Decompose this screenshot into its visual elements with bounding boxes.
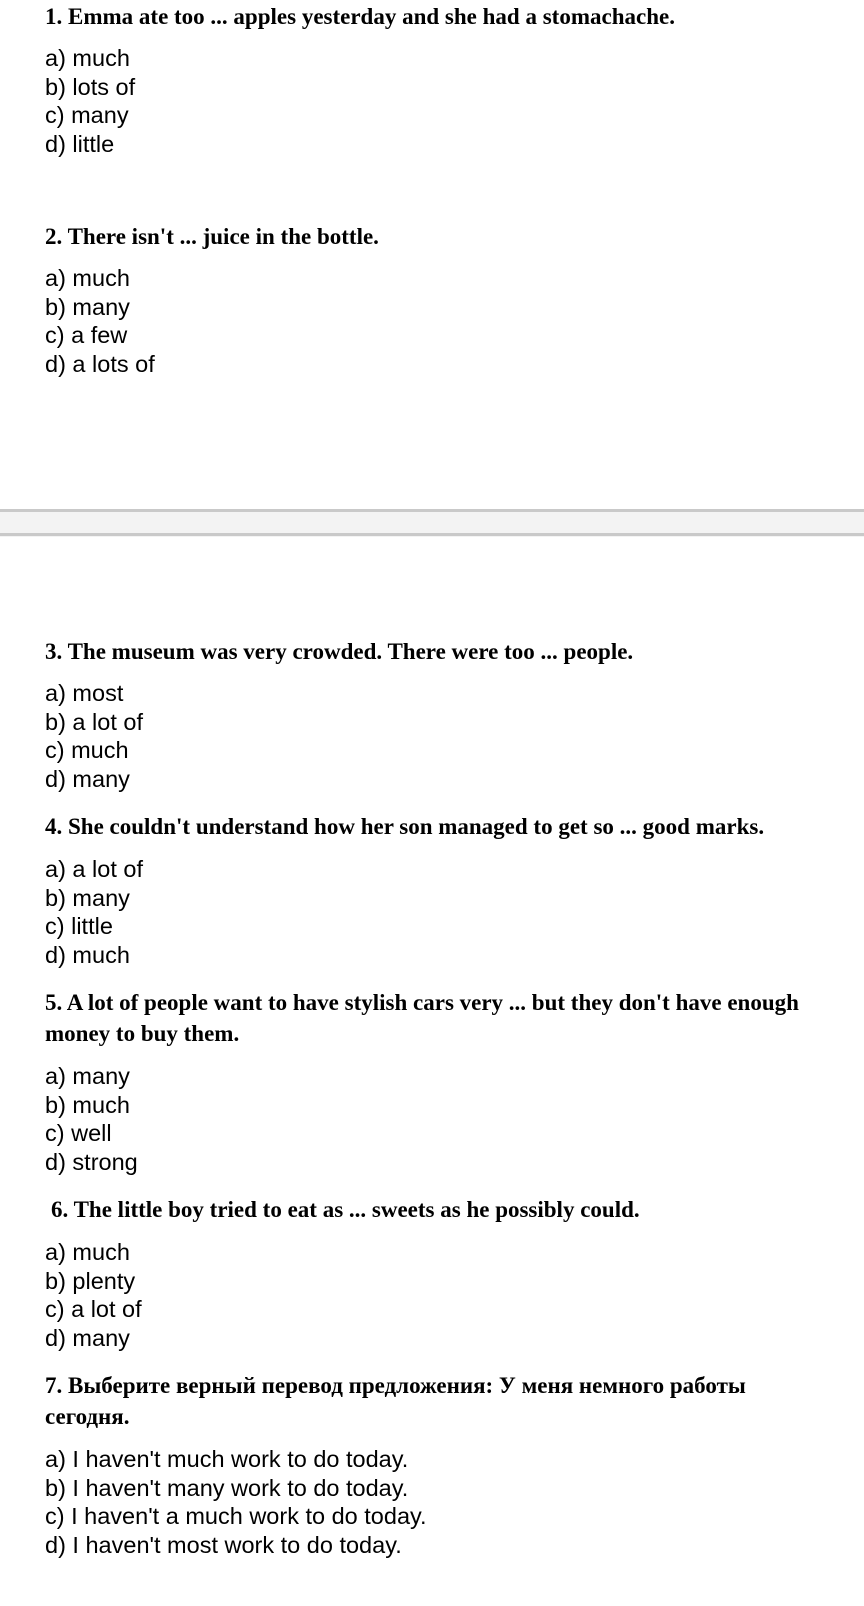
- question-6-text: 6. The little boy tried to eat as ... sweets as he possibly could.: [51, 1197, 640, 1222]
- question-6-option-a: a) much: [45, 1239, 130, 1265]
- question-4-option-a: a) a lot of: [45, 856, 143, 882]
- question-2-text: 2. There isn't ... juice in the bottle.: [45, 224, 379, 249]
- question-4-option-d: d) much: [45, 941, 130, 968]
- question-4-option-b: b) many: [45, 884, 130, 911]
- question-2-option-a: a) much: [45, 265, 130, 291]
- question-5-text-line-1: 5. A lot of people want to have stylish cars very ... but they don't have enough: [45, 990, 799, 1015]
- question-4-options: [45, 855, 143, 969]
- question-3-option-d: d) many: [45, 765, 130, 792]
- question-2-option-d: d) a lots of: [45, 350, 155, 377]
- question-3-text: 3. The museum was very crowded. There were too ... people.: [45, 639, 634, 664]
- question-7-option-a: a) I haven't much work to do today.: [45, 1446, 409, 1472]
- question-5-option-c: c) well: [45, 1120, 112, 1146]
- question-1-option-d: d) little: [45, 130, 115, 157]
- question-7-text-line-2: сегодня.: [45, 1404, 130, 1429]
- question-6-option-c: c) a lot of: [45, 1296, 142, 1322]
- question-7-option-d: d) I haven't most work to do today.: [45, 1531, 402, 1558]
- page-divider-top-line: [0, 509, 864, 512]
- question-5-option-b: b) much: [45, 1091, 130, 1118]
- question-7-text-line-1: 7. Выберите верный перевод предложения: У меня немного работы: [45, 1373, 746, 1398]
- question-1-option-c: c) many: [45, 102, 129, 128]
- question-4-option-c: c) little: [45, 913, 113, 939]
- question-6-option-b: b) plenty: [45, 1267, 136, 1294]
- question-7-options: [45, 1445, 427, 1559]
- question-3-option-a: a) most: [45, 680, 124, 706]
- question-3-option-c: c) much: [45, 737, 129, 763]
- question-6-option-d: d) many: [45, 1324, 130, 1351]
- page-divider-bottom-line: [0, 533, 864, 536]
- question-5-option-d: d) strong: [45, 1148, 138, 1175]
- question-2-options: [45, 264, 155, 378]
- question-3-option-b: b) a lot of: [45, 708, 143, 735]
- question-5-options: [45, 1062, 138, 1176]
- question-1-option-b: b) lots of: [45, 73, 136, 100]
- question-5-option-a: a) many: [45, 1063, 130, 1089]
- question-2-option-b: b) many: [45, 293, 130, 320]
- question-1-text: 1. Emma ate too ... apples yesterday and she had a stomachache.: [45, 4, 675, 29]
- question-1-options: [45, 44, 135, 158]
- question-7-option-b: b) I haven't many work to do today.: [45, 1474, 409, 1501]
- page-divider: [0, 509, 864, 537]
- question-5-text-line-2: money to buy them.: [45, 1021, 240, 1046]
- question-1-option-a: a) much: [45, 45, 130, 71]
- question-6-options: [45, 1238, 142, 1352]
- question-2-option-c: c) a few: [45, 322, 128, 348]
- question-3-options: [45, 679, 143, 793]
- question-7-option-c: c) I haven't a much work to do today.: [45, 1503, 427, 1529]
- question-4-text: 4. She couldn't understand how her son managed to get so ... good marks.: [45, 814, 765, 839]
